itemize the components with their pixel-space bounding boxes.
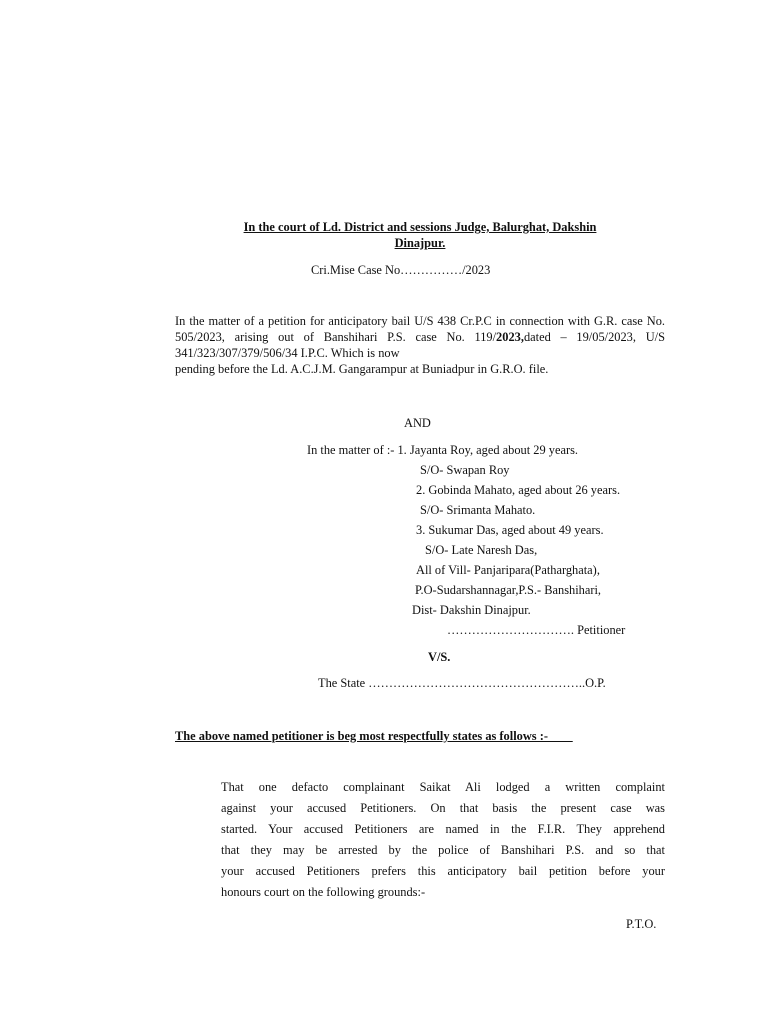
grounds-line3: started. Your accused Petitioners are named in the F.I.R. They apprehend (221, 822, 665, 836)
matter-line1: In the matter of a petition for anticipatory bail U/S 438 Cr.P.C in connection (175, 314, 564, 328)
grounds-line1: That one defacto complainant Saikat Ali lodged a written complaint (221, 780, 665, 794)
and-label: AND (404, 416, 431, 430)
versus-label: V/S. (428, 650, 451, 664)
matter-line4: pending before the Ld. A.C.J.M. Gangarampur at Buniadpur in G.R.O. file. (175, 362, 549, 376)
matter-line2: with G.R. case No. 505/2023, arising out of Banshihari P.S. case No. (175, 314, 665, 344)
matter-line3-bold: 2023, (496, 330, 524, 344)
grounds-line2: against your accused Petitioners. On that basis the present case was (221, 801, 665, 815)
grounds-line4: that they may be arrested by the police of Banshihari P.S. and so that (221, 843, 665, 857)
statement-heading: The above named petitioner is beg most respectfully states as follows :- (175, 729, 573, 743)
court-title-line2: Dinajpur. (394, 236, 446, 250)
matter-paragraph (175, 313, 665, 377)
address-line3: Dist- Dakshin Dinajpur. (412, 603, 531, 617)
grounds-paragraph (221, 777, 665, 903)
petitioner2: 2. Gobinda Mahato, aged about 26 years. (416, 483, 621, 497)
petitioner2-parent: S/O- Srimanta Mahato. (420, 503, 536, 517)
case-number: Cri.Mise Case No……………/2023 (311, 263, 491, 277)
petitioner1-parent: S/O- Swapan Roy (420, 463, 510, 477)
petitioner-intro: In the matter of :- 1. Jayanta Roy, aged about 29 years. (307, 443, 579, 457)
petitioner3-parent: S/O- Late Naresh Das, (425, 543, 538, 557)
address-line1: All of Vill- Panjaripara(Patharghata), (416, 563, 600, 577)
pto-label: P.T.O. (626, 917, 657, 931)
opposite-party: The State ……………………………………………..O.P. (318, 676, 606, 690)
matter-line3-rest: dated – 19/05/2023, U/S 341/323/307/379/506/34 I.P.C. Which is now (175, 330, 665, 360)
grounds-line5: your accused Petitioners prefers this anticipatory bail petition before your (221, 864, 665, 878)
court-title (200, 219, 640, 251)
address-line2: P.O-Sudarshannagar,P.S.- Banshihari, (415, 583, 602, 597)
petitioner3: 3. Sukumar Das, aged about 49 years. (416, 523, 604, 537)
matter-line3-prefix: 119/ (474, 330, 497, 344)
court-title-line1: In the court of Ld. District and sessions Judge, Balurghat, Dakshin (243, 220, 597, 234)
petitioner-label: …………………………. Petitioner (447, 623, 626, 637)
grounds-line6: honours court on the following grounds:- (221, 885, 426, 899)
